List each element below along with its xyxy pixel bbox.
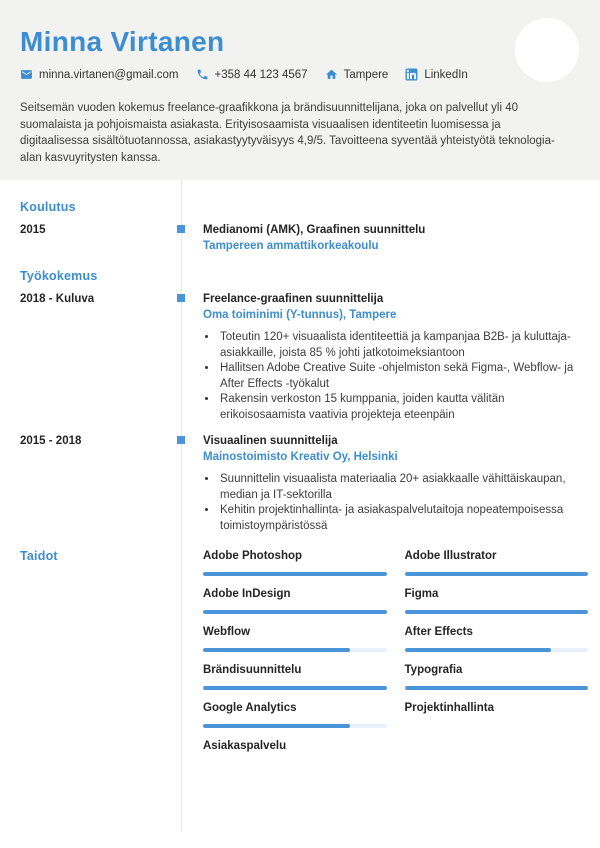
skill-bar-fill (405, 572, 589, 576)
skill-item (203, 587, 387, 614)
entry-period: 2015 (20, 224, 46, 236)
skill-label: Typografia (404, 664, 463, 676)
avatar (515, 18, 579, 82)
section-entries (0, 222, 600, 254)
section-entries (0, 291, 600, 534)
skills-section (0, 549, 600, 753)
skill-label: Webflow (203, 626, 251, 638)
skill-bar-fill (405, 686, 589, 690)
entry-title: Freelance-graafinen suunnittelija (203, 293, 384, 305)
bullet-item: • Suunnittelin visuaalista materiaalia 20+ asiakkaalle vähittäiskaupan, median ja IT-sektorilla (218, 472, 578, 503)
entry-row (0, 222, 600, 254)
skill-item (405, 587, 589, 614)
contact-item[interactable] (20, 68, 179, 81)
bullet-item: • Kehitin projektinhallinta- ja asiakaspalvelutaitoja nopeatempoisessa toimistoympäristössä (218, 503, 578, 534)
contact-item[interactable] (196, 68, 308, 81)
skills-grid (182, 549, 600, 753)
skill-label: After Effects (404, 626, 473, 638)
skill-label: Google Analytics (203, 702, 297, 714)
resume-section (0, 269, 600, 534)
entry-bullets (203, 330, 578, 423)
entry-period: 2018 - Kuluva (20, 293, 95, 305)
skill-item (405, 549, 589, 576)
skill-bar-fill (203, 686, 387, 690)
phone-icon (196, 68, 209, 81)
entry-title: Medianomi (AMK), Graafinen suunnittelu (203, 224, 426, 236)
skill-bar-fill (405, 648, 552, 652)
entry-body (182, 291, 600, 423)
bullet-item: • Toteutin 120+ visuaalista identiteettiä ja kampanjaa B2B- ja kuluttaja-asiakkaille, joista 85 % johti jatkotoimeksiantoon (218, 330, 578, 361)
skill-label: Figma (404, 588, 439, 600)
contact-text: Tampere (343, 68, 389, 81)
resume-section (0, 200, 600, 254)
person-name: Minna Virtanen (20, 26, 225, 57)
skill-label: Adobe Illustrator (404, 550, 497, 562)
summary-text: Seitsemän vuoden kokemus freelance-graafikkona ja brändisuunnittelijana, joka on palvellut yli 40 suomalaista ja pohjoismaista asiakasta. Erityisosaamista visuaalisen identiteetin luomisessa ja digitaalisessa sisältötuotannossa, asiakastyytyväisyys 4,9/5. Tavoitteena syventää yhteistyötä teknologia-alan kasvuyritysten kanssa. (20, 102, 555, 164)
home-icon (325, 68, 338, 81)
skill-label: Brändisuunnittelu (203, 664, 302, 676)
timeline-marker-icon (177, 225, 185, 233)
skill-item (203, 663, 387, 690)
skill-bar-fill (203, 648, 350, 652)
section-heading-taidot: Taidot (20, 549, 58, 563)
linkedin-icon (405, 68, 418, 81)
skill-item (203, 549, 387, 576)
entry-title: Visuaalinen suunnittelija (203, 435, 338, 447)
section-heading-koulutus: Koulutus (20, 200, 76, 214)
contact-item[interactable] (405, 68, 467, 81)
entry-row (0, 433, 600, 534)
skill-label: Projektinhallinta (404, 702, 494, 714)
skill-bar-fill (203, 724, 350, 728)
contact-text: minna.virtanen@gmail.com (39, 68, 179, 81)
entry-subtitle: Tampereen ammattikorkeakoulu (203, 240, 379, 252)
skill-bar-fill (203, 610, 387, 614)
skill-bar (203, 610, 387, 614)
skill-bar-fill (405, 610, 589, 614)
skill-item (405, 625, 589, 652)
contact-text: +358 44 123 4567 (214, 68, 308, 81)
entry-body (182, 222, 600, 254)
bullet-item: • Rakensin verkoston 15 kumppania, joiden kautta välitän erikoisosaamista vaativia projekteja eteenpäin (218, 392, 578, 423)
entry-subtitle: Mainostoimisto Kreativ Oy, Helsinki (203, 451, 398, 463)
entry-period: 2015 - 2018 (20, 435, 82, 447)
entry-row (0, 291, 600, 423)
timeline-marker-icon (177, 436, 185, 444)
entry-bullets (203, 472, 578, 534)
skill-item (203, 625, 387, 652)
skill-label: Asiakaspalvelu (203, 740, 287, 752)
timeline-marker-icon (177, 294, 185, 302)
skill-bar (405, 648, 589, 652)
contact-item (325, 68, 389, 81)
skill-bar (203, 648, 387, 652)
skill-item (203, 739, 387, 753)
email-icon (20, 68, 33, 81)
entry-body (182, 433, 600, 534)
skill-item (405, 663, 589, 690)
contact-text: LinkedIn (424, 68, 468, 81)
resume-body (0, 180, 600, 848)
skill-label: Adobe Photoshop (203, 550, 303, 562)
bullet-item: • Hallitsen Adobe Creative Suite -ohjelmiston sekä Figma-, Webflow- ja After Effects -työkalut (218, 361, 578, 392)
section-heading-tyokokemus: Työkokemus (20, 269, 98, 283)
skill-bar (203, 686, 387, 690)
skill-bar (405, 572, 589, 576)
skill-item (405, 701, 589, 728)
contact-row (20, 68, 570, 81)
skill-item (203, 701, 387, 728)
skill-bar-fill (203, 572, 387, 576)
entry-subtitle: Oma toiminimi (Y-tunnus), Tampere (203, 309, 397, 321)
skill-bar (405, 610, 589, 614)
resume-header (0, 0, 600, 180)
skill-bar (405, 686, 589, 690)
skill-bar (203, 572, 387, 576)
skill-bar (203, 724, 387, 728)
skill-label: Adobe InDesign (203, 588, 291, 600)
